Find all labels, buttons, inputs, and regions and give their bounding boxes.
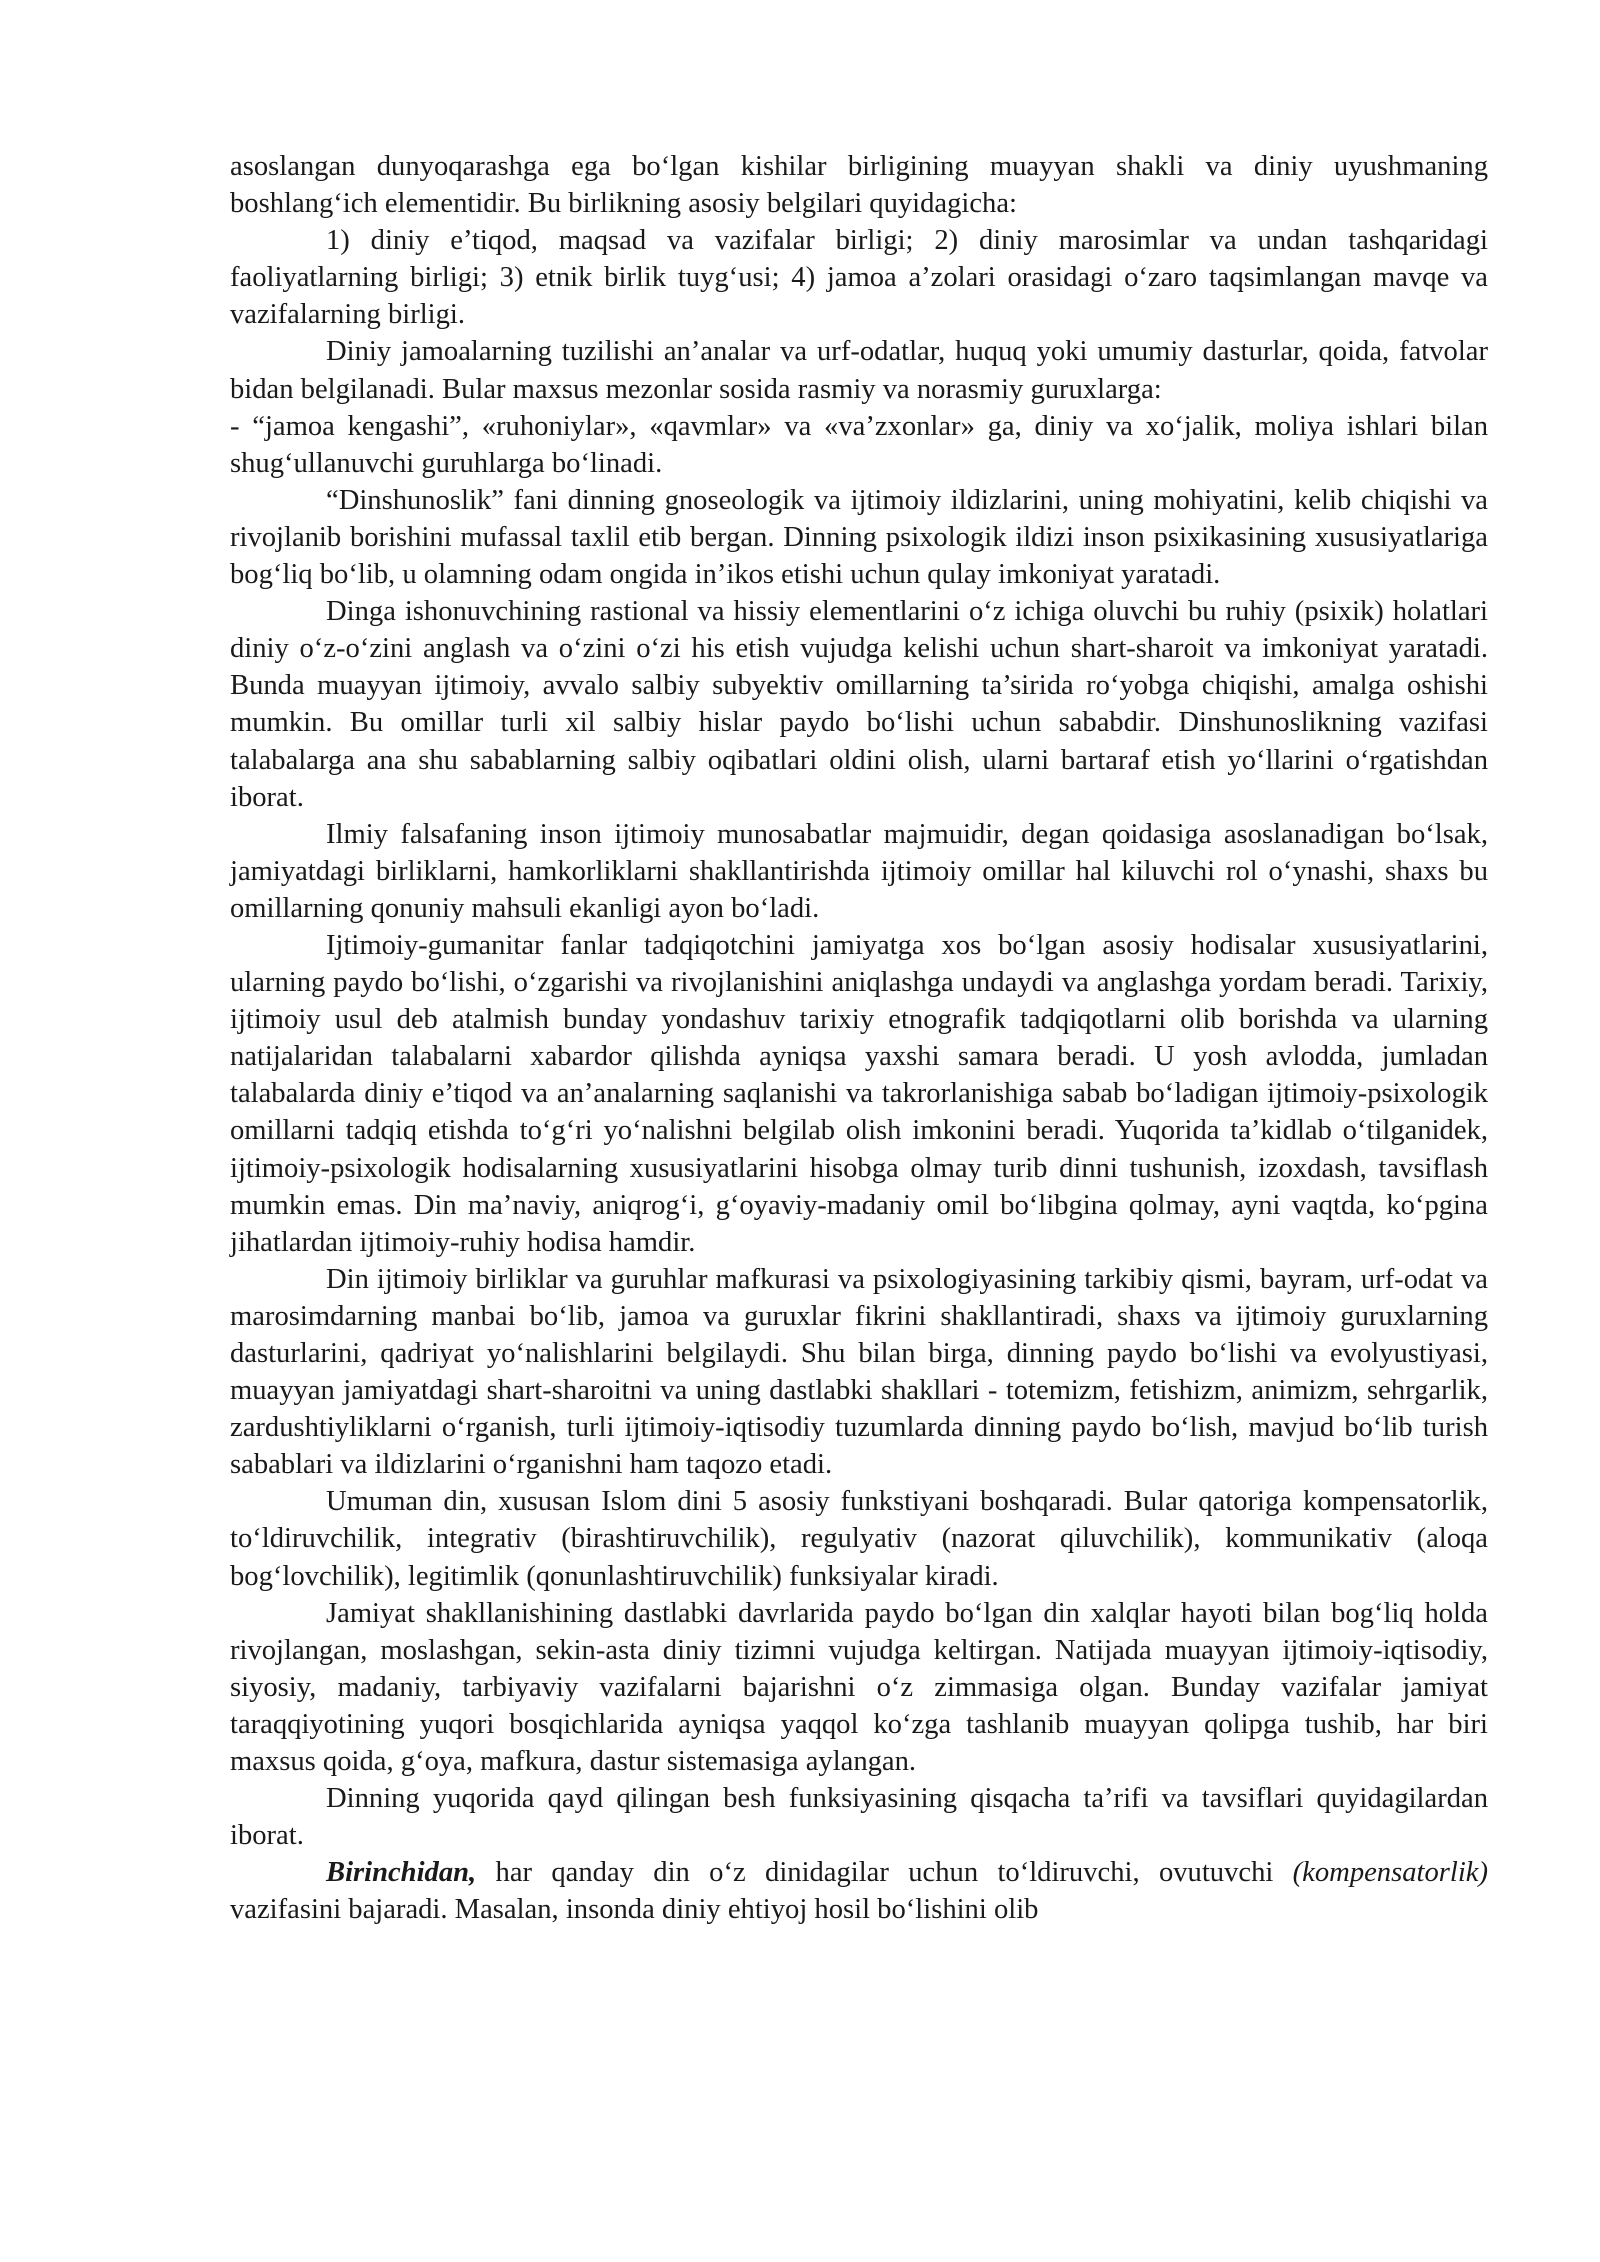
- paragraph-12: Dinning yuqorida qayd qilingan besh funksiyasining qisqacha ta’rifi va tavsiflari quyidagilardan iborat.: [230, 1783, 1488, 1852]
- paragraph-13-text-1: har qanday din o‘z dinidagilar uchun to‘ldiruvchi, ovutuvchi: [476, 1857, 1293, 1889]
- paragraph-1: asoslangan dunyoqarashga ega bo‘lgan kishilar birligining muayyan shakli va diniy uyushmaning boshlang‘ich elementidir. Bu birlikning asosiy belgilari quyidagicha:: [230, 151, 1488, 220]
- paragraph-13-text-2: vazifasini bajaradi. Masalan, insonda diniy ehtiyoj hosil bo‘lishini olib: [230, 1894, 1039, 1926]
- document-page: [230, 148, 1488, 1929]
- paragraph-4: - “jamoa kengashi”, «ruhoniylar», «qavmlar» va «va’zxonlar» ga, diniy va xo‘jalik, moliya ishlari bilan shug‘ullanuvchi guruhlarga bo‘linadi.: [230, 410, 1488, 479]
- paragraph-11: Jamiyat shakllanishining dastlabki davrlarida paydo bo‘lgan din xalqlar hayoti bilan bog‘liq holda rivojlangan, moslashgan, sekin-asta diniy tizimni vujudga keltirgan. Natijada muayyan ijtimoiy-iqtisodiy, siyosiy, madaniy, tarbiyaviy vazifalarni bajarishni o‘z zimmasiga olgan. Bunday vazifalar jamiyat taraqqiyotining yuqori bosqichlarida ayniqsa yaqqol ko‘zga tashlanib muayyan qolipga tushib, har biri maxsus qoida, g‘oya, mafkura, dastur sistemasiga aylangan.: [230, 1597, 1488, 1778]
- paragraph-13: [230, 1854, 1488, 1928]
- paragraph-8: Ijtimoiy-gumanitar fanlar tadqiqotchini jamiyatga xos bo‘lgan asosiy hodisalar xususiyatlarini, ularning paydo bo‘lishi, o‘zgarishi va rivojlanishini aniqlashga undaydi va anglashga yordam beradi. Tarixiy, ijtimoiy usul deb atalmish bunday yondashuv tarixiy etnografik tadqiqotlarni olib borishda va ularning natijalaridan talabalarni xabardor qilishda ayniqsa yaxshi samara beradi. U yosh avlodda, jumladan talabalarda diniy e’tiqod va an’analarning saqlanishi va takrorlanishiga sabab bo‘ladigan ijtimoiy-psixologik omillarni tadqiq etishda to‘g‘ri yo‘nalishni belgilab olish imkonini beradi. Yuqorida ta’kidlab o‘tilganidek, ijtimoiy-psixologik hodisalarning xususiyatlarini hisobga olmay turib dinni tushunish, izoxdash, tavsiflash mumkin emas. Din ma’naviy, aniqrog‘i, g‘oyaviy-madaniy omil bo‘libgina qolmay, ayni vaqtda, ko‘pgina jihatlardan ijtimoiy-ruhiy hodisa hamdir.: [230, 929, 1488, 1258]
- italic-term: (kompensatorlik): [1292, 1857, 1488, 1889]
- paragraph-3: Diniy jamoalarning tuzilishi an’analar va urf-odatlar, huquq yoki umumiy dasturlar, qoida, fatvolar bidan belgilanadi. Bular maxsus mezonlar sosida rasmiy va norasmiy guruxlarga:: [230, 336, 1488, 405]
- paragraph-5: “Dinshunoslik” fani dinning gnoseologik va ijtimoiy ildizlarini, uning mohiyatini, kelib chiqishi va rivojlanib borishini mufassal taxlil etib bergan. Dinning psixologik ildizi inson psixikasining xususiyatlariga bog‘liq bo‘lib, u olamning odam ongida in’ikos etishi uchun qulay imkoniyat yaratadi.: [230, 484, 1488, 591]
- paragraph-6: Dinga ishonuvchining rastional va hissiy elementlarini o‘z ichiga oluvchi bu ruhiy (psixik) holatlari diniy o‘z-o‘zini anglash va o‘zini o‘zi his etish vujudga kelishi uchun shart-sharoit va imkoniyat yaratadi. Bunda muayyan ijtimoiy, avvalo salbiy subyektiv omillarning ta’sirida ro‘yobga chiqishi, amalga oshishi mumkin. Bu omillar turli xil salbiy hislar paydo bo‘lishi uchun sababdir. Dinshunoslikning vazifasi talabalarga ana shu sabablarning salbiy oqibatlari oldini olish, ularni bartaraf etish yo‘llarini o‘rgatishdan iborat.: [230, 596, 1488, 813]
- paragraph-2: 1) diniy e’tiqod, maqsad va vazifalar birligi; 2) diniy marosimlar va undan tashqaridagi faoliyatlarning birligi; 3) etnik birlik tuyg‘usi; 4) jamoa a’zolari orasidagi o‘zaro taqsimlangan mavqe va vazifalarning birligi.: [230, 225, 1488, 331]
- paragraph-9: Din ijtimoiy birliklar va guruhlar mafkurasi va psixologiyasining tarkibiy qismi, bayram, urf-odat va marosimdarning manbai bo‘lib, jamoa va guruxlar fikrini shakllantiradi, shaxs va ijtimoiy guruxlarning dasturlarini, qadriyat yo‘nalishlarini belgilaydi. Shu bilan birga, dinning paydo bo‘lishi va evolyustiyasi, muayyan jamiyatdagi shart-sharoitni va uning dastlabki shakllari - totemizm, fetishizm, animizm, sehrgarlik, zardushtiyliklarni o‘rganish, turli ijtimoiy-iqtisodiy tuzumlarda dinning paydo bo‘lish, mavjud bo‘lib turish sabablari va ildizlarini o‘rganishni ham taqozo etadi.: [230, 1263, 1488, 1481]
- bold-italic-lead: Birinchidan,: [326, 1857, 477, 1889]
- paragraph-7: Ilmiy falsafaning inson ijtimoiy munosabatlar majmuidir, degan qoidasiga asoslanadigan bo‘lsak, jamiyatdagi birliklarni, hamkorliklarni shakllantirishda ijtimoiy omillar hal kiluvchi rol o‘ynashi, shaxs bu omillarning qonuniy mahsuli ekanligi ayon bo‘ladi.: [230, 818, 1488, 924]
- paragraph-10: Umuman din, xususan Islom dini 5 asosiy funkstiyani boshqaradi. Bular qatoriga kompensatorlik, to‘ldiruvchilik, integrativ (birashtiruvchilik), regulyativ (nazorat qiluvchilik), kommunikativ (aloqa bog‘lovchilik), legitimlik (qonunlashtiruvchilik) funksiyalar kiradi.: [230, 1486, 1488, 1592]
